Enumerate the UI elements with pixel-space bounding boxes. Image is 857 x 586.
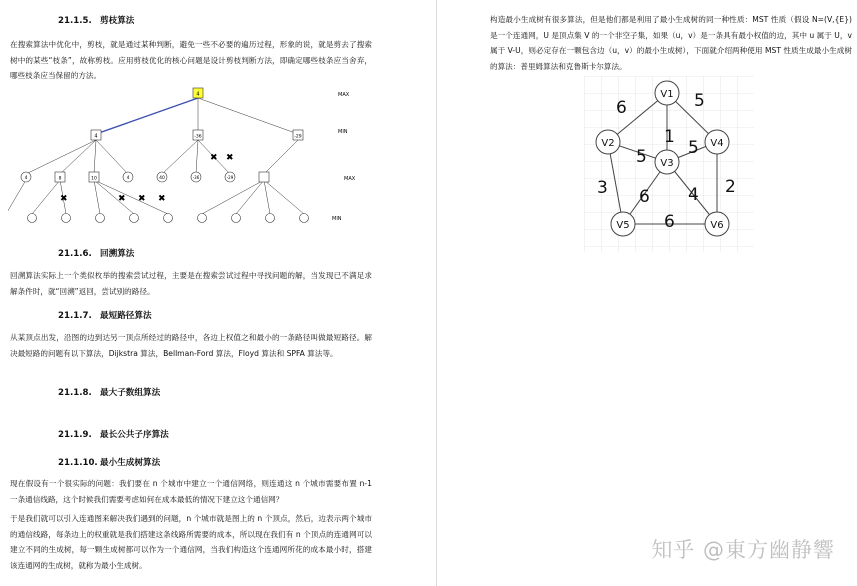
level-label-max: MAX	[338, 92, 350, 98]
edge-weight-label: 1	[664, 127, 675, 147]
vertex-label: V1	[660, 89, 674, 100]
tree-edge	[96, 140, 128, 174]
paragraph-prune: 在搜索算法中优化中，剪枝，就是通过某种判断，避免一些不必要的遍历过程，形象的说，就是剪去了搜索树中的某些“枝条”，故称剪枝。应用剪枝优化的核心问题是设计剪枝判断方法，即确定哪些枝条应当舍弃，哪些枝条应当保留的方法。	[10, 40, 372, 80]
tree-leaf-node	[198, 214, 207, 223]
tree-leaf-node	[130, 214, 139, 223]
tree-max-node-value: -36	[192, 175, 200, 180]
tree-edge	[94, 180, 134, 214]
prune-mark-icon: ✖	[60, 194, 68, 204]
tree-edge	[198, 98, 298, 134]
tree-max-node-value: 40	[159, 176, 165, 181]
tree-max-node-value: 10	[91, 176, 97, 182]
level-label-max: MAX	[344, 176, 356, 182]
tree-edge	[96, 98, 198, 134]
tree-edge	[60, 140, 96, 174]
vertex-label: V3	[660, 158, 674, 169]
level-label-min: MIN	[338, 129, 348, 135]
tree-edge	[264, 180, 304, 214]
prune-mark-icon: ✖	[158, 194, 166, 204]
tree-leaf-node	[96, 214, 105, 223]
tree-edge	[202, 180, 264, 214]
section-heading-shortest-path: 21.1.7. 最短路径算法	[58, 311, 152, 321]
tree-leaf-node	[266, 214, 275, 223]
vertex-label: V2	[601, 138, 615, 149]
edge-weight-label: 5	[688, 138, 699, 158]
edge-weight-label: 6	[639, 187, 650, 207]
tree-edge	[264, 180, 270, 214]
tree-leaf-node	[300, 214, 309, 223]
tree-edge	[196, 140, 198, 174]
section-heading-lcs: 21.1.9. 最长公共子序算法	[58, 430, 169, 440]
alpha-beta-tree-diagram	[8, 84, 368, 232]
edge-weight-label: 6	[664, 212, 675, 232]
paragraph-mst-problem: 现在假设有一个很实际的问题：我们要在 n 个城市中建立一个通信网络，则连通这 n 个城市需要布置 n-1 一条通信线路，这个时候我们需要考虑如何在成本最低的情况下建立这个通信网？	[10, 479, 372, 504]
tree-max-node	[259, 172, 269, 182]
tree-edge	[264, 140, 298, 174]
paragraph-shortest-path: 从某顶点出发，沿图的边到达另一顶点所经过的路径中，各边上权值之和最小的一条路径叫做最短路径。解决最短路的问题有以下算法，Dijkstra 算法，Bellman-Ford 算法，Floyd 算法和 SPFA 算法等。	[10, 333, 372, 358]
prune-mark-icon: ✖	[210, 153, 218, 163]
section-heading-prune: 21.1.5. 剪枝算法	[58, 16, 135, 26]
tree-max-node-value: -29	[226, 175, 234, 180]
edge-weight-label: 3	[597, 178, 608, 198]
tree-edge	[26, 140, 96, 174]
edge-weight-label: 6	[616, 98, 627, 118]
watermark: 知乎 @東方幽静響	[651, 538, 835, 562]
section-heading-max-subarray: 21.1.8. 最大子数组算法	[58, 388, 161, 398]
vertex-label: V6	[710, 220, 724, 231]
edge-weight-label: 2	[725, 177, 736, 197]
vertex-label: V5	[616, 220, 630, 231]
tree-min-node-value: 4	[94, 133, 98, 140]
edge-weight-label: 5	[636, 147, 647, 167]
tree-edge	[236, 180, 264, 214]
tree-edge	[94, 180, 100, 214]
tree-max-node-value: 4	[126, 176, 130, 181]
vertex-label: V4	[710, 138, 724, 149]
tree-leaf-node	[164, 214, 173, 223]
tree-edge	[94, 140, 96, 174]
tree-edge	[32, 180, 60, 214]
paragraph-mst-intro: 于是我们就可以引入连通图来解决我们遇到的问题，n 个城市就是图上的 n 个顶点，然后，边表示两个城市的通信线路，每条边上的权重就是我们搭建这条线路所需要的成本，所以现在我们有 n 个顶点的连通网可以建立不同的生成树，每一颗生成树都可以作为一个通信网，当我们构造这个连通网所花的成本最小时，搭建该连通网的生成树，就称为最小生成树。	[10, 514, 372, 570]
prune-mark-icon: ✖	[138, 194, 146, 204]
tree-leaf-node	[232, 214, 241, 223]
tree-leaf-node	[28, 214, 37, 223]
section-heading-backtrack: 21.1.6. 回溯算法	[58, 249, 135, 259]
edge-weight-label: 4	[688, 185, 699, 205]
weighted-graph-diagram	[584, 76, 754, 252]
tree-max-node-value: 8	[58, 176, 62, 182]
edge-weight-label: 5	[694, 91, 705, 111]
section-heading-mst: 21.1.10. 最小生成树算法	[58, 458, 161, 468]
tree-min-node-value: -36	[194, 134, 202, 140]
page-divider	[436, 0, 437, 586]
prune-mark-icon: ✖	[226, 153, 234, 163]
prune-mark-icon: ✖	[118, 194, 126, 204]
tree-root-value: 4	[196, 91, 200, 98]
level-label-min: MIN	[332, 216, 342, 222]
tree-max-node-value: 4	[24, 176, 28, 181]
paragraph-backtrack: 回溯算法实际上一个类似枚举的搜索尝试过程，主要是在搜索尝试过程中寻找问题的解，当发现已不满足求解条件时，就“回溯”返回，尝试别的路径。	[10, 271, 372, 296]
tree-edge	[8, 180, 26, 214]
tree-edge	[94, 180, 168, 214]
tree-leaf-node	[62, 214, 71, 223]
tree-min-node-value: -29	[294, 134, 302, 140]
paragraph-mst-property: 构造最小生成树有很多算法，但是他们都是利用了最小生成树的同一种性质：MST 性质（假设 N=(V,{E})是一个连通网，U 是顶点集 V 的一个非空子集，如果（u，v）是一条具有最小权值的边，其中 u 属于 U，v 属于 V-U，则必定存在一颗包含边（u，v）的最小生成树），下面就介绍两种使用 MST 性质生成最小生成树的算法：普里姆算法和克鲁斯卡尔算法。	[490, 15, 852, 71]
tree-edge	[162, 140, 198, 174]
